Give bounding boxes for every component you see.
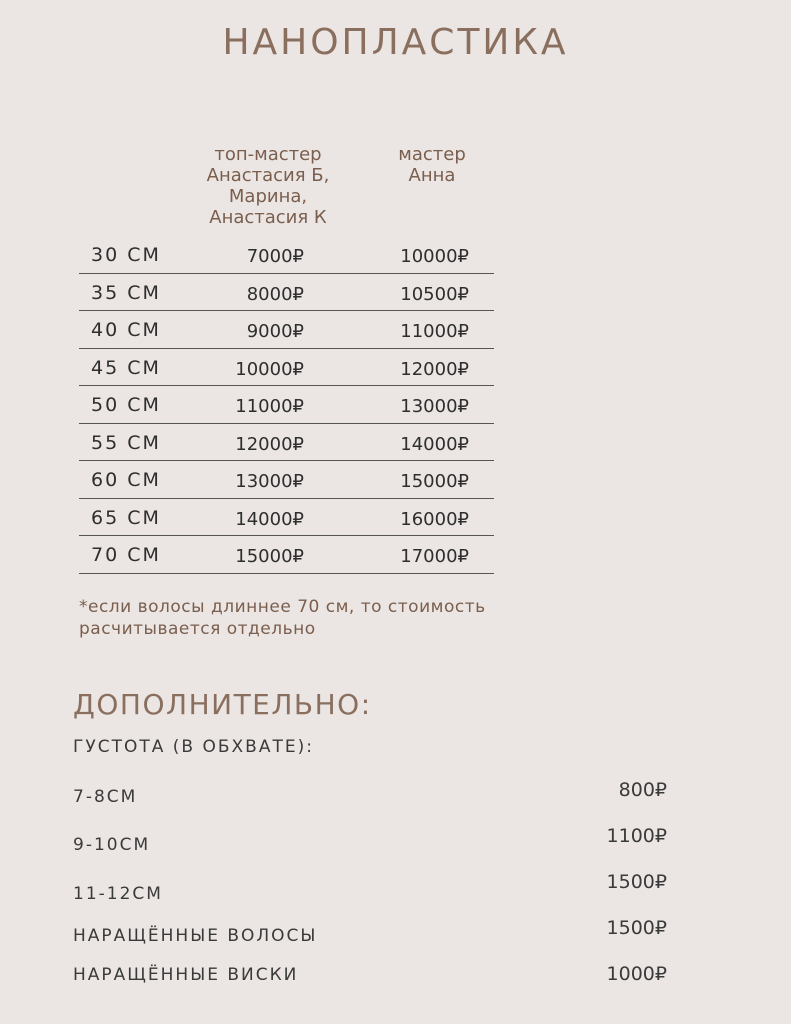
extra-item-label: НАРАЩЁННЫЕ ВИСКИ — [73, 965, 299, 985]
master-price: 12000₽ — [400, 358, 469, 380]
master-price: 17000₽ — [400, 546, 469, 567]
top-master-price: 7000₽ — [246, 246, 304, 267]
note-line: *если волосы длиннее 70 см, то стоимость — [79, 597, 486, 617]
top-master-price: 14000₽ — [235, 508, 304, 530]
top-master-price: 12000₽ — [235, 433, 304, 455]
hair-length: 65 СМ — [91, 506, 161, 529]
page-title: НАНОПЛАСТИКА — [222, 22, 569, 63]
hair-length: 70 СМ — [91, 544, 161, 566]
hair-length: 50 СМ — [91, 394, 161, 416]
table-row — [79, 349, 494, 387]
length-note — [79, 596, 559, 640]
column-header-line: Марина, — [228, 186, 308, 207]
top-master-price: 15000₽ — [235, 546, 304, 567]
extra-item-price: 1100₽ — [606, 825, 667, 847]
column-header-line: Анна — [408, 165, 456, 186]
top-master-price: 10000₽ — [235, 358, 304, 380]
column-header-line: топ-мастер — [214, 144, 322, 165]
extra-item-label: 9-10СМ — [73, 835, 151, 855]
table-row — [79, 499, 494, 537]
table-row — [79, 536, 494, 574]
column-header-line: Анастасия К — [209, 207, 327, 228]
extra-item-price: 1500₽ — [606, 871, 667, 893]
hair-length: 60 СМ — [91, 469, 161, 491]
hair-length: 55 СМ — [91, 431, 161, 454]
top-master-price: 13000₽ — [235, 471, 304, 492]
extra-item-price: 1500₽ — [606, 917, 667, 939]
hair-length: 30 СМ — [91, 244, 161, 266]
extra-item-label: 7-8СМ — [73, 787, 138, 807]
table-row — [79, 236, 494, 274]
master-price: 10500₽ — [400, 283, 469, 305]
master-price: 10000₽ — [400, 246, 469, 267]
master-price: 16000₽ — [400, 508, 469, 530]
column-header-master — [372, 144, 492, 186]
table-row — [79, 424, 494, 462]
extra-item-label: 11-12СМ — [73, 884, 163, 904]
extra-item-price: 1000₽ — [606, 963, 667, 985]
table-row — [79, 274, 494, 312]
column-header-line: мастер — [398, 144, 466, 165]
top-master-price: 9000₽ — [246, 321, 304, 342]
extra-item-label: НАРАЩЁННЫЕ ВОЛОСЫ — [73, 926, 318, 946]
column-header-line: Анастасия Б, — [206, 165, 330, 186]
table-row — [79, 311, 494, 349]
master-price: 13000₽ — [400, 396, 469, 417]
extra-item-price: 800₽ — [618, 779, 667, 801]
extra-section-title: ДОПОЛНИТЕЛЬНО: — [73, 688, 372, 721]
hair-length: 35 СМ — [91, 281, 161, 304]
top-master-price: 11000₽ — [235, 396, 304, 417]
table-row — [79, 461, 494, 499]
extra-section-subtitle: ГУСТОТА (В ОБХВАТЕ): — [73, 737, 314, 757]
note-line: расчитывается отдельно — [79, 619, 316, 639]
top-master-price: 8000₽ — [246, 283, 304, 305]
master-price: 15000₽ — [400, 471, 469, 492]
hair-length: 45 СМ — [91, 356, 161, 379]
master-price: 11000₽ — [400, 321, 469, 342]
column-header-top-master — [188, 144, 348, 228]
master-price: 14000₽ — [400, 433, 469, 455]
price-table — [79, 236, 494, 574]
table-row — [79, 386, 494, 424]
hair-length: 40 СМ — [91, 319, 161, 341]
